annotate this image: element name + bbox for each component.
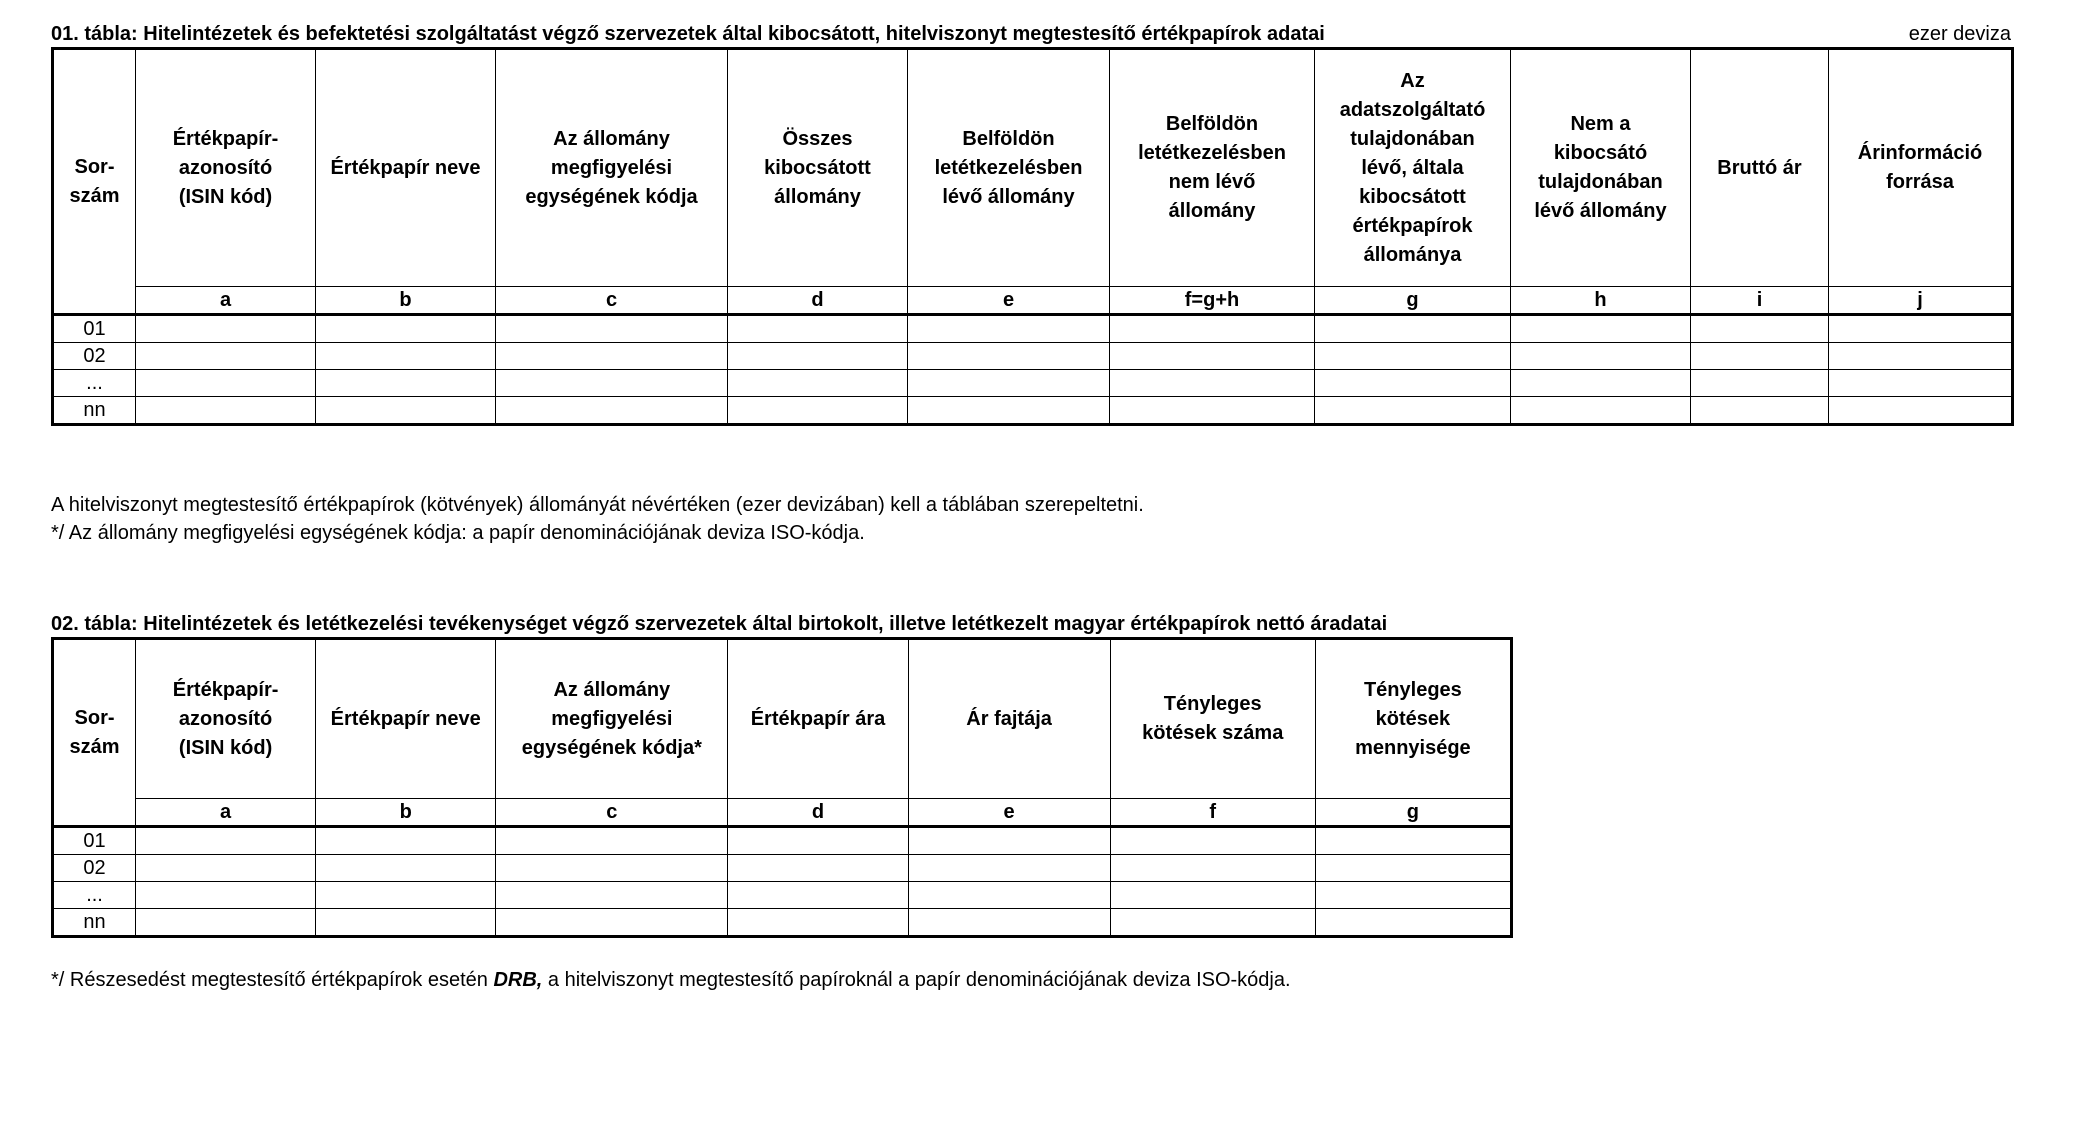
data-cell[interactable] (496, 827, 728, 855)
data-cell[interactable] (1691, 343, 1829, 370)
table2-note (51, 966, 1291, 994)
row-number: ... (53, 882, 136, 909)
data-cell[interactable] (1511, 397, 1691, 425)
col-header-a: Értékpapír- azonosító (ISIN kód) (136, 49, 316, 287)
data-cell[interactable] (1110, 855, 1315, 882)
data-cell[interactable] (1829, 315, 2013, 343)
data-cell[interactable] (316, 315, 496, 343)
table2 (51, 637, 1513, 938)
data-cell[interactable] (1829, 343, 2013, 370)
col-header-d: Értékpapír ára (728, 639, 908, 799)
data-cell[interactable] (1511, 343, 1691, 370)
data-cell[interactable] (908, 882, 1110, 909)
table-row (53, 397, 2013, 425)
col-letter-e: e (908, 287, 1110, 315)
col-header-g: Tényleges kötések mennyisége (1315, 639, 1511, 799)
data-cell[interactable] (728, 882, 908, 909)
table2-title: 02. tábla: Hitelintézetek és letétkezelési tevékenységet végző szervezetek által birtokolt, illetve letétkezelt magyar értékpapírok nettó áradatai (51, 613, 1388, 635)
col-letter-d: d (728, 799, 908, 827)
data-cell[interactable] (316, 827, 496, 855)
data-cell[interactable] (136, 827, 316, 855)
col-header-i: Bruttó ár (1691, 49, 1829, 287)
col-header-b: Értékpapír neve (316, 639, 496, 799)
data-cell[interactable] (1691, 370, 1829, 397)
data-cell[interactable] (728, 315, 908, 343)
col-header-e: Ár fajtája (908, 639, 1110, 799)
table2-section (51, 612, 1513, 938)
data-cell[interactable] (908, 315, 1110, 343)
data-cell[interactable] (728, 909, 908, 937)
data-cell[interactable] (496, 397, 728, 425)
table1-section (51, 22, 2011, 426)
col-header-h: Nem a kibocsátó tulajdonában lévő állomány (1511, 49, 1691, 287)
data-cell[interactable] (496, 882, 728, 909)
data-cell[interactable] (316, 882, 496, 909)
row-number: 01 (53, 315, 136, 343)
table-row (53, 882, 1512, 909)
row-number: 01 (53, 827, 136, 855)
data-cell[interactable] (1110, 343, 1315, 370)
data-cell[interactable] (728, 397, 908, 425)
data-cell[interactable] (136, 909, 316, 937)
col-header-sorszam: Sor- szám (53, 639, 136, 827)
col-letter-e: e (908, 799, 1110, 827)
col-letter-i: i (1691, 287, 1829, 315)
col-letter-f: f (1110, 799, 1315, 827)
data-cell[interactable] (1829, 370, 2013, 397)
col-header-e: Belföldön letétkezelésben lévő állomány (908, 49, 1110, 287)
data-cell[interactable] (496, 909, 728, 937)
table1-notes (51, 491, 1144, 547)
row-number: 02 (53, 855, 136, 882)
col-letter-g: g (1315, 287, 1511, 315)
col-header-b: Értékpapír neve (316, 49, 496, 287)
table-row (53, 315, 2013, 343)
col-letter-fgh: f=g+h (1110, 287, 1315, 315)
data-cell[interactable] (496, 370, 728, 397)
data-cell[interactable] (136, 343, 316, 370)
col-letter-g: g (1315, 799, 1511, 827)
table-row (53, 343, 2013, 370)
data-cell[interactable] (316, 370, 496, 397)
col-letter-c: c (496, 799, 728, 827)
note2-text-after: a hitelviszonyt megtestesítő papíroknál a papír denominációjának deviza ISO-kódja. (542, 969, 1291, 991)
table1-unit: ezer deviza (1908, 23, 2011, 45)
data-cell[interactable] (136, 370, 316, 397)
data-cell[interactable] (1315, 343, 1511, 370)
note-unit-code: */ Az állomány megfigyelési egységének kódja: a papír denominációjának deviza ISO-kódja. (51, 522, 865, 544)
col-header-a: Értékpapír- azonosító (ISIN kód) (136, 639, 316, 799)
col-letter-j: j (1829, 287, 2013, 315)
data-cell[interactable] (1110, 370, 1315, 397)
data-cell[interactable] (1315, 909, 1511, 937)
col-header-c: Az állomány megfigyelési egységének kódja (496, 49, 728, 287)
data-cell[interactable] (908, 343, 1110, 370)
table1-title: 01. tábla: Hitelintézetek és befektetési szolgáltatást végző szervezetek által kibocsátott, hitelviszonyt megtestesítő értékpapírok adatai (51, 23, 1325, 45)
col-letter-a: a (136, 799, 316, 827)
col-letter-b: b (316, 799, 496, 827)
data-cell[interactable] (136, 882, 316, 909)
data-cell[interactable] (908, 370, 1110, 397)
data-cell[interactable] (728, 855, 908, 882)
data-cell[interactable] (496, 343, 728, 370)
data-cell[interactable] (1110, 397, 1315, 425)
col-letter-h: h (1511, 287, 1691, 315)
data-cell[interactable] (908, 827, 1110, 855)
col-header-c: Az állomány megfigyelési egységének kódja* (496, 639, 728, 799)
data-cell[interactable] (1315, 370, 1511, 397)
data-cell[interactable] (136, 855, 316, 882)
data-cell[interactable] (1315, 397, 1511, 425)
data-cell[interactable] (496, 315, 728, 343)
data-cell[interactable] (1315, 315, 1511, 343)
data-cell[interactable] (1691, 315, 1829, 343)
col-letter-c: c (496, 287, 728, 315)
col-letter-d: d (728, 287, 908, 315)
table1 (51, 47, 2014, 426)
data-cell[interactable] (316, 397, 496, 425)
data-cell[interactable] (1315, 855, 1511, 882)
data-cell[interactable] (316, 909, 496, 937)
col-header-d: Összes kibocsátott állomány (728, 49, 908, 287)
table-row (53, 827, 1512, 855)
row-number: nn (53, 397, 136, 425)
note2-text-before: */ Részesedést megtestesítő értékpapírok esetén (51, 969, 494, 991)
data-cell[interactable] (1315, 882, 1511, 909)
row-number: nn (53, 909, 136, 937)
table-row (53, 370, 2013, 397)
data-cell[interactable] (1110, 315, 1315, 343)
data-cell[interactable] (496, 855, 728, 882)
data-cell[interactable] (728, 370, 908, 397)
col-header-f: Tényleges kötések száma (1110, 639, 1315, 799)
table-row (53, 855, 1512, 882)
data-cell[interactable] (1691, 397, 1829, 425)
data-cell[interactable] (728, 343, 908, 370)
col-header-sorszam: Sor- szám (53, 49, 136, 315)
data-cell[interactable] (1110, 827, 1315, 855)
data-cell[interactable] (728, 827, 908, 855)
data-cell[interactable] (1511, 370, 1691, 397)
data-cell[interactable] (1110, 909, 1315, 937)
data-cell[interactable] (136, 315, 316, 343)
data-cell[interactable] (316, 855, 496, 882)
col-header-j: Árinformáció forrása (1829, 49, 2013, 287)
row-number: ... (53, 370, 136, 397)
table-row (53, 909, 1512, 937)
data-cell[interactable] (1110, 882, 1315, 909)
col-letter-a: a (136, 287, 316, 315)
col-header-g: Az adatszolgáltató tulajdonában lévő, általa kibocsátott értékpapírok állománya (1315, 49, 1511, 287)
data-cell[interactable] (136, 397, 316, 425)
data-cell[interactable] (908, 855, 1110, 882)
data-cell[interactable] (316, 343, 496, 370)
data-cell[interactable] (908, 909, 1110, 937)
data-cell[interactable] (1511, 315, 1691, 343)
data-cell[interactable] (1829, 397, 2013, 425)
note2-emphasis: DRB, (493, 969, 543, 991)
note-nominal-value: A hitelviszonyt megtestesítő értékpapírok (kötvények) állományát névértéken (ezer devizában) kell a táblában szerepeltetni. (51, 494, 1144, 516)
col-letter-b: b (316, 287, 496, 315)
data-cell[interactable] (908, 397, 1110, 425)
data-cell[interactable] (1315, 827, 1511, 855)
row-number: 02 (53, 343, 136, 370)
col-header-fgh: Belföldön letétkezelésben nem lévő állomány (1110, 49, 1315, 287)
